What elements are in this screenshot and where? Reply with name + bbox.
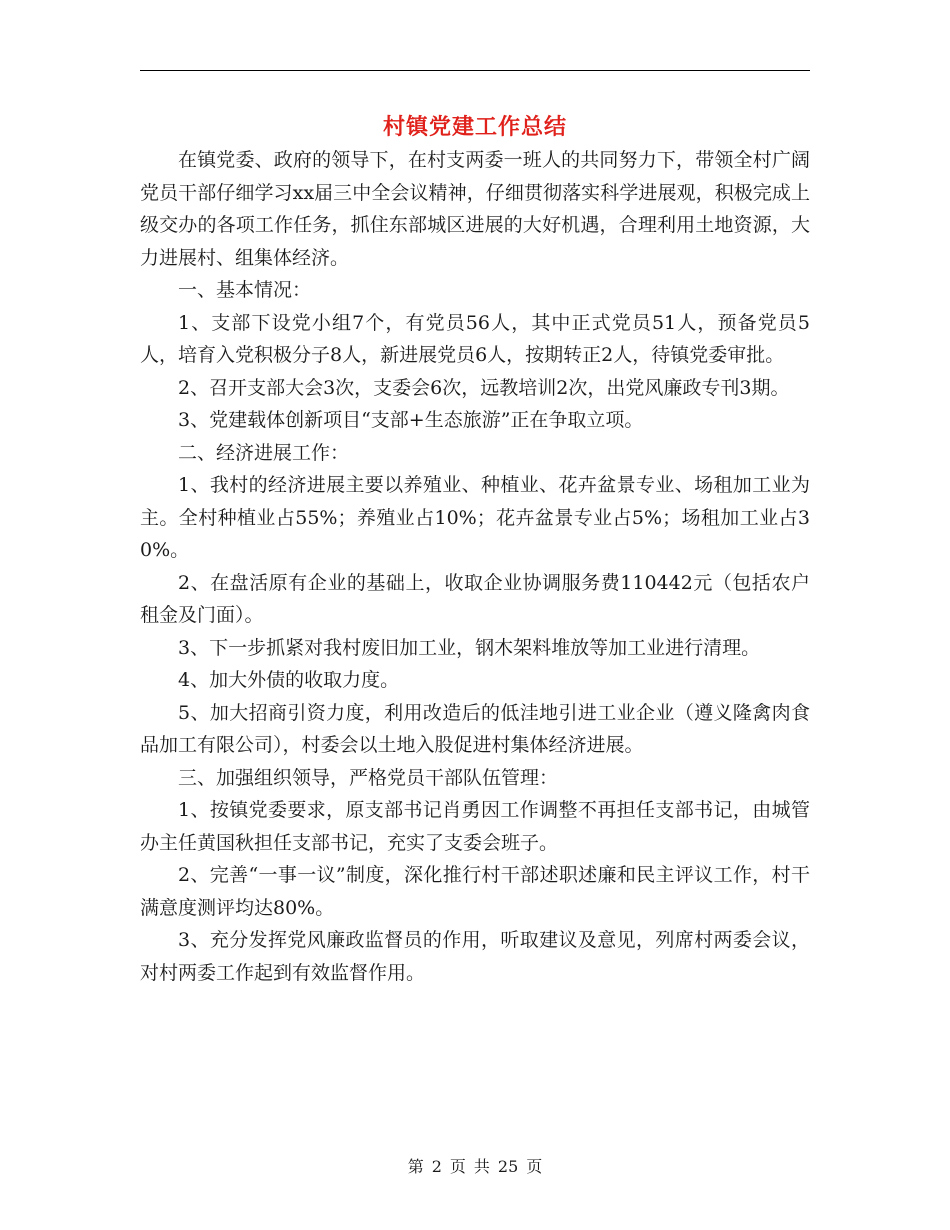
paragraph-basic-1: 1、支部下设党小组7个，有党员56人，其中正式党员51人，预备党员5人，培育入党积极分子8人，新进展党员6人，按期转正2人，待镇党委审批。	[140, 311, 810, 366]
section-heading-basic: 一、基本情况：	[178, 279, 312, 301]
paragraph-economy-2: 2、在盘活原有企业的基础上，收取企业协调服务费110442元（包括农户租金及门面）。	[140, 571, 810, 626]
paragraph-organization-3: 3、充分发挥党风廉政监督员的作用，听取建议及意见，列席村两委会议，对村两委工作起到有效监督作用。	[140, 929, 810, 984]
footer-current-page: 2	[431, 1157, 442, 1176]
paragraph-economy-4: 4、加大外债的收取力度。	[178, 669, 400, 691]
section-heading-economy: 二、经济进展工作：	[178, 441, 350, 464]
footer-suffix: 页	[526, 1157, 543, 1176]
paragraph-economy-3: 3、下一步抓紧对我村废旧加工业，钢木架料堆放等加工业进行清理。	[178, 636, 761, 659]
paragraph-economy-5: 5、加大招商引资力度，利用改造后的低洼地引进工业企业（遵义隆禽肉食品加工有限公司），村委会以土地入股促进村集体经济进展。	[140, 701, 810, 756]
paragraph-organization-2: 2、完善“一事一议”制度，深化推行村干部述职述廉和民主评议工作，村干满意度测评均达80%。	[140, 864, 810, 919]
document-body	[140, 144, 810, 989]
footer-total-pages: 25	[497, 1157, 519, 1176]
header-rule	[140, 70, 810, 71]
paragraph-economy-1: 1、我村的经济进展主要以养殖业、种植业、花卉盆景专业、场租加工业为主。全村种植业占55%；养殖业占10%；花卉盆景专业占5%；场租加工业占30%。	[140, 474, 810, 561]
document-title: 村镇党建工作总结	[382, 114, 567, 140]
paragraph-organization-1: 1、按镇党委要求，原支部书记肖勇因工作调整不再担任支部书记，由城管办主任黄国秋担任支部书记，充实了支委会班子。	[140, 799, 810, 854]
section-heading-organization: 三、加强组织领导，严格党员干部队伍管理：	[178, 766, 559, 789]
footer-page-word: 页	[449, 1157, 466, 1176]
paragraph-intro: 在镇党委、政府的领导下，在村支两委一班人的共同努力下，带领全村广阔党员干部仔细学习xx届三中全会议精神，仔细贯彻落实科学进展观，积极完成上级交办的各项工作任务，抓住东部城区进展的大好机遇，合理利用土地资源，大力进展村、组集体经济。	[140, 149, 810, 269]
footer-total-word: 共	[473, 1157, 490, 1176]
paragraph-basic-3: 3、党建载体创新项目“支部+生态旅游”正在争取立项。	[178, 409, 644, 431]
paragraph-basic-2: 2、召开支部大会3次，支委会6次，远教培训2次，出党风廉政专刊3期。	[178, 376, 790, 399]
page-footer	[0, 1154, 950, 1177]
footer-prefix: 第	[407, 1157, 424, 1176]
